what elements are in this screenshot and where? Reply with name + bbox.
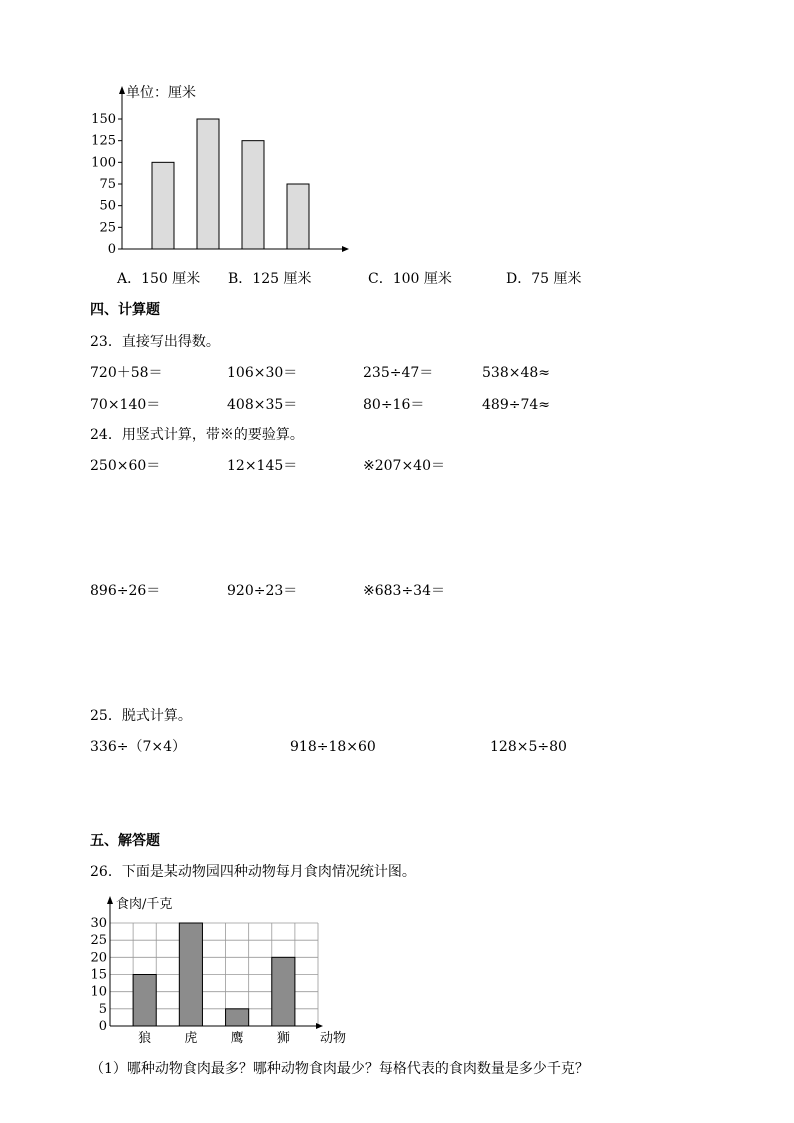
- bar-chart-length: [80, 78, 370, 263]
- y-axis-label: 单位：厘米: [126, 85, 196, 101]
- y-axis-arrow: [119, 86, 125, 94]
- q23-item: 70×140＝: [90, 397, 161, 413]
- y-tick-label: 25: [90, 933, 107, 949]
- q24-item: ※683÷34＝: [363, 583, 445, 599]
- x-tick-label: 鹰: [230, 1031, 244, 1046]
- q23-item: 80÷16＝: [363, 397, 425, 413]
- y-tick-label: 20: [90, 950, 107, 966]
- y-tick-label: 150: [91, 112, 116, 127]
- q24-item: ※207×40＝: [363, 458, 445, 474]
- q23-item: 720＋58＝: [90, 365, 163, 381]
- q25-item: 336÷（7×4）: [90, 739, 186, 755]
- section-title-word-problems: 五、解答题: [90, 833, 160, 849]
- x-tick-label: 狮: [276, 1031, 290, 1046]
- y-tick-label: 30: [90, 916, 107, 931]
- x-axis-label: 动物: [320, 1031, 347, 1046]
- section-title-calculation: 四、计算题: [90, 302, 160, 318]
- q24-item: 12×145＝: [227, 458, 298, 474]
- q25-prompt: 25．脱式计算。: [90, 708, 192, 724]
- bar: [179, 923, 202, 1026]
- option-c[interactable]: C．100 厘米: [368, 271, 452, 287]
- q23-item: 408×35＝: [227, 397, 298, 413]
- bar: [226, 1009, 249, 1026]
- q24-prompt: 24．用竖式计算，带※的要验算。: [90, 427, 304, 443]
- x-axis-arrow: [316, 1023, 323, 1029]
- bar: [133, 975, 156, 1027]
- option-b[interactable]: B．125 厘米: [228, 271, 312, 287]
- q25-item: 128×5÷80: [490, 739, 567, 755]
- option-a[interactable]: A．150 厘米: [117, 271, 201, 287]
- y-tick-label: 10: [90, 984, 107, 1000]
- x-tick-label: 狼: [138, 1031, 152, 1046]
- y-tick-label: 50: [99, 198, 116, 214]
- y-tick-label: 15: [90, 967, 107, 983]
- q23-item: 235÷47＝: [363, 365, 434, 381]
- bar: [197, 119, 219, 249]
- y-tick-label: 75: [99, 177, 116, 192]
- y-tick-label: 5: [98, 1001, 107, 1017]
- bar: [272, 957, 295, 1026]
- y-tick-label: 0: [107, 242, 116, 257]
- q26-prompt: 26．下面是某动物园四种动物每月食肉情况统计图。: [90, 864, 416, 880]
- bar: [242, 141, 264, 249]
- q24-item: 896÷26＝: [90, 583, 161, 599]
- x-tick-label: 虎: [184, 1031, 198, 1046]
- bar: [152, 162, 174, 249]
- q23-item: 538×48≈: [482, 365, 550, 381]
- q23-item: 489÷74≈: [482, 397, 550, 413]
- bar: [287, 184, 309, 249]
- y-axis-arrow: [107, 896, 113, 904]
- q26-sub1: （1）哪种动物食肉最多？哪种动物食肉最少？每格代表的食肉数量是多少千克？: [90, 1061, 589, 1077]
- y-tick-label: 100: [91, 155, 116, 171]
- y-axis-label: 食肉/千克: [116, 897, 173, 912]
- q24-item: 250×60＝: [90, 458, 161, 474]
- bar-chart-meat: [90, 890, 360, 1050]
- option-d[interactable]: D．75 厘米: [506, 271, 582, 287]
- x-axis-arrow: [342, 246, 349, 252]
- q25-item: 918÷18×60: [290, 739, 376, 755]
- y-tick-label: 25: [99, 220, 116, 236]
- q24-item: 920÷23＝: [227, 583, 298, 599]
- q23-prompt: 23．直接写出得数。: [90, 334, 220, 350]
- y-tick-label: 125: [91, 133, 116, 149]
- q23-item: 106×30＝: [227, 365, 298, 381]
- y-tick-label: 0: [98, 1019, 107, 1034]
